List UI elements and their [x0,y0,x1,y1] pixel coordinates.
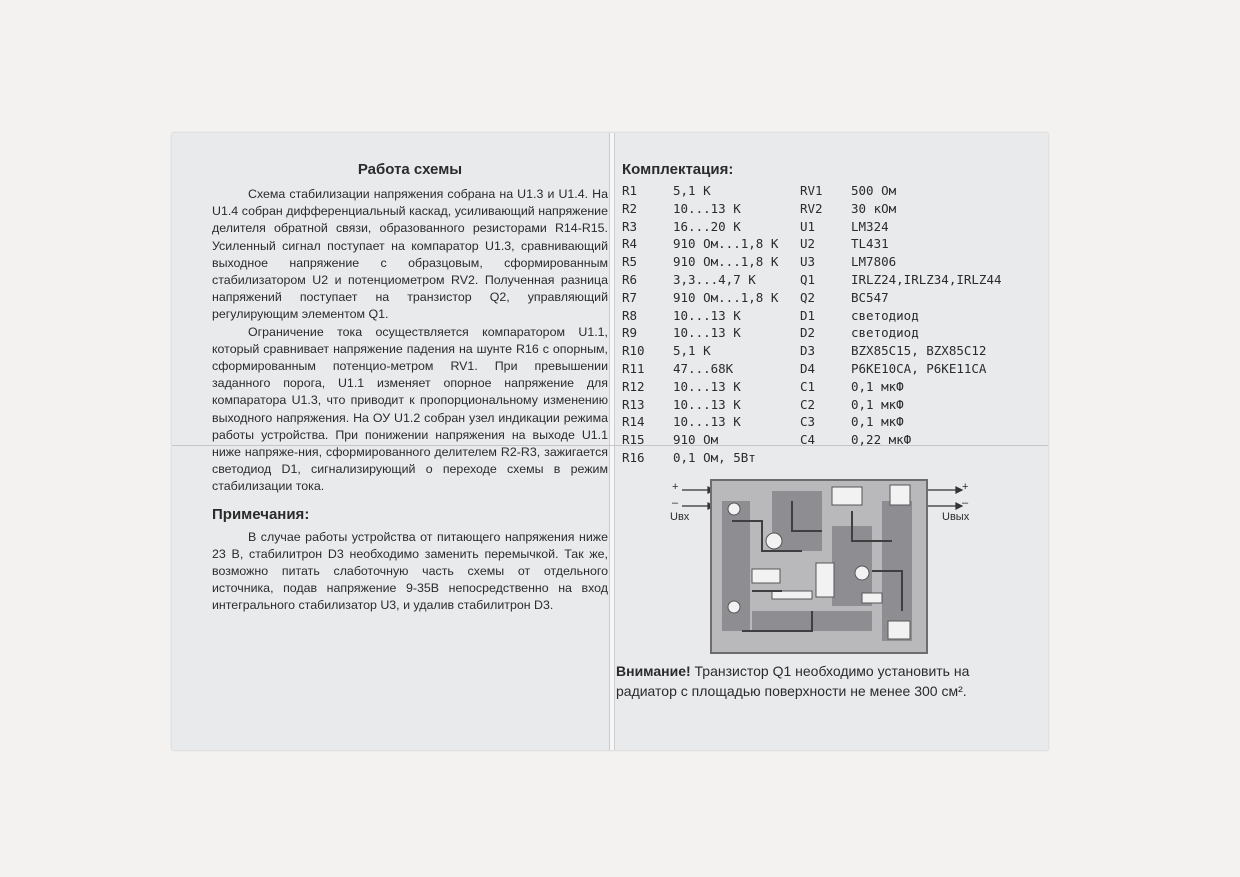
part-row [622,378,778,396]
part-row [622,307,778,325]
part-value: 910 Ом...1,8 К [673,289,779,305]
part-row [622,342,778,360]
parts-column-left [622,182,778,467]
operation-paragraph-2: Ограничение тока осуществляется компаратором U1.1, который сравнивает напряжение падения на шунте R16 с опорным, сформированным потенцио-метром RV1. При превышении заданного порога, U1.1 изменяет опорное напряжение для компаратора U1.3, что приводит к пропорциональному изменению выходного напряжения. На ОУ U1.2 собран узел индикации режима работы устройства. При понижении напряжения на выходе U1.1 ниже напряже-ния, сформированного делителем R2-R3, зажигается светодиод D1, сигнализирующий о переходе схемы в режим стабилизации тока. [212,324,608,494]
part-value: светодиод [851,325,919,341]
section-title-parts: Комплектация: [622,161,734,178]
part-value: LM7806 [851,254,897,270]
part-row [800,396,1002,414]
part-value: TL431 [851,236,889,252]
part-row [800,431,1002,449]
part-value: 47...68К [673,360,734,376]
part-value: светодиод [851,307,919,323]
part-value: P6KE10CA, P6KE11CA [851,360,987,376]
part-ref: Q1 [800,271,816,287]
part-row [800,324,1002,342]
part-ref: R11 [622,360,645,376]
pcb-figure [672,479,1027,654]
parts-column-right [800,182,1002,449]
part-ref: C4 [800,432,816,448]
part-value: 910 Ом...1,8 К [673,254,779,270]
part-row [622,431,778,449]
part-ref: D3 [800,343,816,359]
part-value: 910 Ом...1,8 К [673,236,779,252]
part-row [800,182,1002,200]
part-value: 30 кОм [851,200,897,216]
part-ref: Q2 [800,289,816,305]
part-row [800,200,1002,218]
part-ref: C2 [800,396,816,412]
part-value: LM324 [851,218,889,234]
input-voltage-label: Uвх [670,511,690,523]
part-ref: U1 [800,218,816,234]
part-row [622,360,778,378]
part-ref: D1 [800,307,816,323]
notes-paragraph: В случае работы устройства от питающего напряжения ниже 23 В, стабилитрон D3 необходимо заменить перемычкой. Так же, возможно питать слаботочную часть схемы от отдельного источника, подав напряжение 9-35В непосредственно на вход интегрального стабилизатор U3, и удалив стабилитрон D3. [212,529,608,613]
part-ref: U2 [800,236,816,252]
vertical-fold [609,133,615,750]
pcb-layout [710,479,928,654]
section-title-notes: Примечания: [212,505,310,523]
part-row [622,324,778,342]
part-value: 500 Ом [851,183,897,198]
part-ref: RV1 [800,183,823,198]
part-ref: R5 [622,254,638,270]
part-value: 5,1 К [673,183,711,198]
part-row [622,413,778,431]
part-ref: R6 [622,271,638,287]
attention-note [616,661,1016,701]
part-value: 0,1 Ом, 5Вт [673,449,756,465]
part-value: BC547 [851,289,889,305]
part-row [800,342,1002,360]
part-row [622,200,778,218]
part-value: 10...13 К [673,414,741,430]
instruction-sheet [172,133,1048,750]
part-ref: R2 [622,200,638,216]
part-ref: R8 [622,307,638,323]
part-row [622,289,778,307]
part-ref: C1 [800,378,816,394]
part-ref: R14 [622,414,645,430]
pcb-traces [712,481,926,652]
part-value: IRLZ24,IRLZ34,IRLZ44 [851,271,1002,287]
part-row [622,271,778,289]
output-minus-label: – [962,497,969,509]
part-row [622,396,778,414]
part-ref: RV2 [800,200,823,216]
part-value: 0,1 мкФ [851,378,904,394]
part-row [622,218,778,236]
part-value: BZX85C15, BZX85C12 [851,343,987,359]
part-value: 3,3...4,7 К [673,271,756,287]
part-row [800,378,1002,396]
part-value: 10...13 К [673,396,741,412]
operation-paragraph-1: Схема стабилизации напряжения собрана на U1.3 и U1.4. На U1.4 собран дифференциальный каскад, усиливающий напряжение делителя обратной связи, образованного резисторами R14-R15. Усиленный сигнал поступает на компаратор U1.3, сравнивающий выходное напряжение с образцовым, сформированным стабилизатором U2 и потенциометром RV2. Полученная разница напряжений поступает на транзистор Q2, управляющий регулирующим элементом Q1. [212,187,608,322]
section-title-operation: Работа схемы [357,161,463,178]
part-value: 10...13 К [673,307,741,323]
part-row [800,271,1002,289]
part-value: 5,1 К [673,343,711,359]
part-row [800,307,1002,325]
attention-label: Внимание! [616,663,691,679]
part-ref: R12 [622,378,645,394]
part-row [622,235,778,253]
part-ref: R9 [622,325,638,341]
part-ref: R4 [622,236,638,252]
part-ref: R10 [622,343,645,359]
part-row [800,218,1002,236]
part-value: 10...13 К [673,325,741,341]
output-voltage-label: Uвых [942,511,970,523]
part-value: 0,1 мкФ [851,414,904,430]
part-ref: D2 [800,325,816,341]
parts-table [622,182,1042,472]
part-row [622,182,778,200]
output-plus-label: + [962,481,969,493]
input-minus-label: – [672,497,679,509]
part-ref: R1 [622,183,638,198]
part-value: 10...13 К [673,378,741,394]
part-value: 910 Ом [673,432,719,448]
part-ref: D4 [800,360,816,376]
part-value: 0,1 мкФ [851,396,904,412]
circuit-description [212,161,608,615]
part-ref: R15 [622,432,645,448]
part-ref: U3 [800,254,816,270]
part-value: 10...13 К [673,200,741,216]
part-value: 0,22 мкФ [851,432,912,448]
part-row [800,360,1002,378]
part-ref: R7 [622,289,638,305]
part-row [800,413,1002,431]
part-ref: R13 [622,396,645,412]
attention-text: Транзистор Q1 необходимо установить на радиатор с площадью поверхности не менее 300 см². [616,663,970,699]
part-ref: R3 [622,218,638,234]
part-row [800,253,1002,271]
part-ref: R16 [622,449,645,465]
part-value: 16...20 К [673,218,741,234]
part-row [622,449,778,467]
part-row [622,253,778,271]
input-plus-label: + [672,481,679,493]
parts-list-section [622,161,1042,472]
part-row [800,235,1002,253]
part-row [800,289,1002,307]
part-ref: C3 [800,414,816,430]
